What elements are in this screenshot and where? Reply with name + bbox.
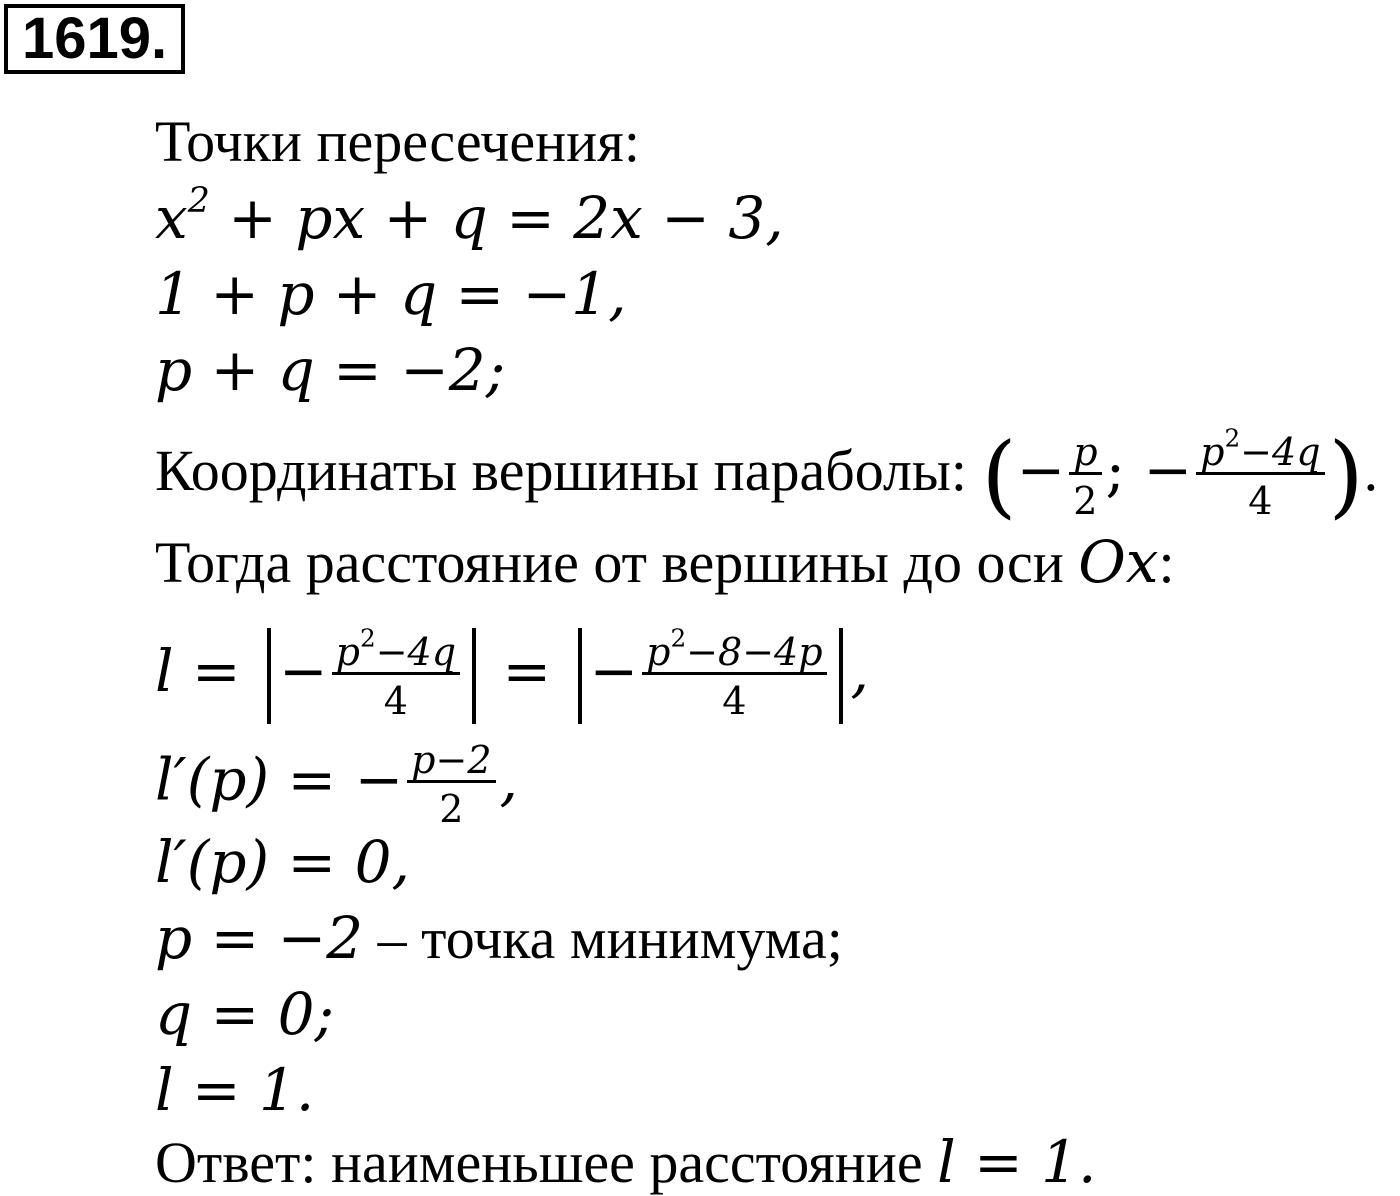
fraction-vertex-y: $\frac{p^2-4q}{4}$ [1196, 432, 1324, 521]
problem-number: 1619. [4, 4, 185, 74]
distance-heading: Тогда расстояние от вершины до оси Ox: [155, 528, 1175, 596]
answer-line: Ответ: наименьшее расстояние l = 1. [155, 1128, 1097, 1196]
q-value: q = 0; [155, 980, 335, 1048]
fraction-derivative: $\frac{p-2}{2}$ [407, 740, 495, 829]
distance-formula: l = − $\frac{p^2-4q}{4}$ = − $\frac{p^2-8-4p}{4}$ , [155, 622, 869, 723]
equation-2: 1 + p + q = −1, [155, 260, 627, 328]
intersection-heading: Точки пересечения: [155, 109, 640, 174]
fraction-distance-2: $\frac{p^2-8-4p}{4}$ [642, 632, 826, 721]
l-value: l = 1. [155, 1056, 315, 1124]
equation-1: $x^2$ + px + q = 2x − 3, [155, 180, 784, 252]
derivative-zero: l′(p) = 0, [155, 828, 410, 896]
fraction-p-over-2: $\frac{p}{2}$ [1069, 432, 1101, 521]
fraction-distance-1: $\frac{p^2-4q}{4}$ [332, 632, 460, 721]
equation-3: p + q = −2; [155, 336, 506, 404]
vertex-label: Координаты вершины параболы: [155, 437, 982, 503]
minimum-point: p = −2 – точка минимума; [155, 904, 843, 972]
derivative-formula: l′(p) = − $\frac{p-2}{2}$ , [155, 738, 518, 831]
vertex-coordinates-line: Координаты вершины параболы: (− $\frac{p}{2}$ ; − $\frac{p^2-4q}{4}$ ). [155, 423, 1379, 529]
